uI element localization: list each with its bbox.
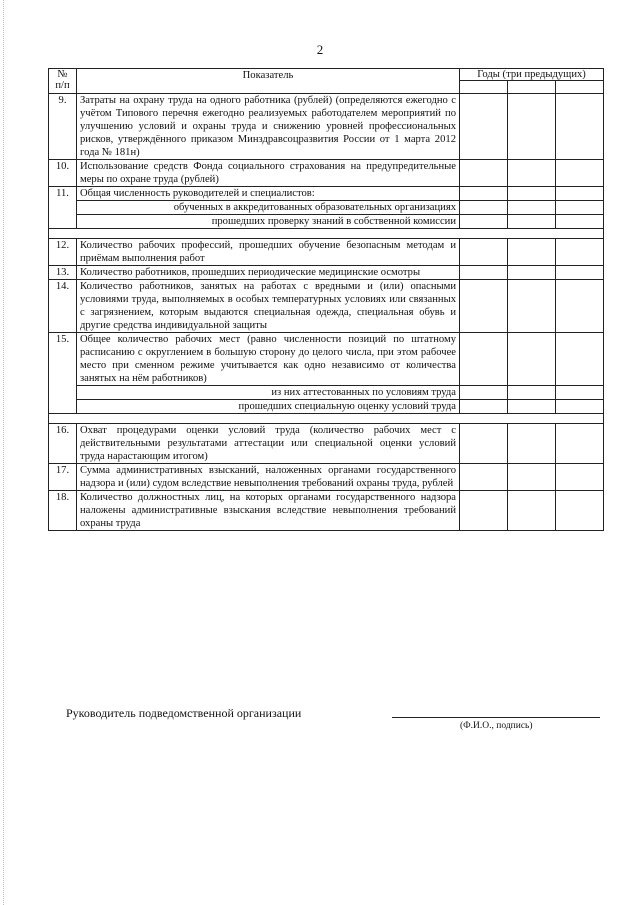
subrow-text: прошедших специальную оценку условий труда <box>77 400 460 414</box>
year-cell[interactable] <box>556 239 604 266</box>
year-cell[interactable] <box>556 201 604 215</box>
table-row <box>49 266 604 280</box>
spacer-cell <box>49 229 604 239</box>
year-cell[interactable] <box>460 187 508 201</box>
table-row <box>49 280 604 333</box>
table-row <box>49 333 604 386</box>
year-cell[interactable] <box>508 94 556 160</box>
table-row <box>49 160 604 187</box>
header-year-1 <box>460 81 508 93</box>
year-cell[interactable] <box>460 491 508 531</box>
row-text: Сумма административных взысканий, наложенных органами государственного надзора и (или) судом вследствие невыполнения требований охраны труда, рублей <box>77 464 460 491</box>
row-number: 17. <box>49 464 77 491</box>
table-row <box>49 464 604 491</box>
year-cell[interactable] <box>556 280 604 333</box>
year-cell[interactable] <box>508 239 556 266</box>
indicators-table <box>48 68 604 531</box>
table-header-row <box>49 69 604 94</box>
page-number: 2 <box>316 42 324 57</box>
table-row <box>49 187 604 201</box>
year-cell[interactable] <box>460 333 508 386</box>
year-cell[interactable] <box>556 464 604 491</box>
year-cell[interactable] <box>460 386 508 400</box>
year-cell[interactable] <box>508 464 556 491</box>
row-number: 15. <box>49 333 77 414</box>
table-spacer-row <box>49 229 604 239</box>
row-text: Использование средств Фонда социального страхования на предупредительные меры по охране труда (рублей) <box>77 160 460 187</box>
year-cell[interactable] <box>556 266 604 280</box>
header-num: № п/п <box>49 69 77 94</box>
spacer-cell <box>49 414 604 424</box>
header-year-columns <box>460 81 603 93</box>
year-cell[interactable] <box>460 400 508 414</box>
year-cell[interactable] <box>508 280 556 333</box>
year-cell[interactable] <box>460 424 508 464</box>
year-cell[interactable] <box>460 266 508 280</box>
year-cell[interactable] <box>508 266 556 280</box>
subrow-text: обученных в аккредитованных образовательных организациях <box>77 201 460 215</box>
year-cell[interactable] <box>460 464 508 491</box>
row-text: Затраты на охрану труда на одного работника (рублей) (определяются ежегодно с учётом Типового перечня ежегодно реализуемых работодателем мероприятий по улучшению условий и охраны труда и снижению уровней профессиональных рисков, утверждённого приказом Минздравсоцразвития России от 1 марта 2012 года № 181н) <box>77 94 460 160</box>
row-number: 9. <box>49 94 77 160</box>
table-subrow <box>49 400 604 414</box>
year-cell[interactable] <box>460 239 508 266</box>
subrow-text: прошедших проверку знаний в собственной комиссии <box>77 215 460 229</box>
year-cell[interactable] <box>556 187 604 201</box>
row-text: Количество работников, занятых на работах с вредными и (или) опасными условиями труда, выполняемых в особых температурных условиях или связанных с загрязнением, которым выдаются специальная одежда, специальная обувь и другие средства индивидуальной защиты <box>77 280 460 333</box>
table-row <box>49 491 604 531</box>
year-cell[interactable] <box>556 424 604 464</box>
year-cell[interactable] <box>508 201 556 215</box>
row-number: 13. <box>49 266 77 280</box>
year-cell[interactable] <box>508 333 556 386</box>
year-cell[interactable] <box>556 386 604 400</box>
table-row <box>49 424 604 464</box>
table-spacer-row <box>49 414 604 424</box>
year-cell[interactable] <box>508 215 556 229</box>
year-cell[interactable] <box>460 201 508 215</box>
table-row <box>49 239 604 266</box>
signature-label: Руководитель подведомственной организации <box>66 706 302 720</box>
table-subrow <box>49 201 604 215</box>
row-number: 18. <box>49 491 77 531</box>
year-cell[interactable] <box>556 491 604 531</box>
table-subrow <box>49 386 604 400</box>
year-cell[interactable] <box>508 400 556 414</box>
year-cell[interactable] <box>508 491 556 531</box>
row-number: 14. <box>49 280 77 333</box>
year-cell[interactable] <box>556 400 604 414</box>
row-text: Общее количество рабочих мест (равно численности позиций по штатному расписанию с округлением в большую сторону до целого числа, при этом рабочее место при сменном режиме учитывается как одно независимо от количества занятых на нём работников) <box>77 333 460 386</box>
year-cell[interactable] <box>460 215 508 229</box>
row-number: 10. <box>49 160 77 187</box>
row-text: Количество рабочих профессий, прошедших обучение безопасным методам и приёмам выполнения работ <box>77 239 460 266</box>
year-cell[interactable] <box>556 215 604 229</box>
signature-line[interactable] <box>392 717 600 718</box>
year-cell[interactable] <box>460 94 508 160</box>
year-cell[interactable] <box>556 94 604 160</box>
left-margin-mark <box>3 0 4 905</box>
year-cell[interactable] <box>508 160 556 187</box>
row-text: Количество работников, прошедших периодические медицинские осмотры <box>77 266 460 280</box>
header-year-3 <box>556 81 603 93</box>
signature-caption: (Ф.И.О., подпись) <box>460 721 533 731</box>
header-years-label: Годы (три предыдущих) <box>460 69 603 81</box>
row-number: 12. <box>49 239 77 266</box>
year-cell[interactable] <box>508 187 556 201</box>
row-text: Количество должностных лиц, на которых органами государственного надзора наложены административные взыскания вследствие невыполнения требований охраны труда <box>77 491 460 531</box>
header-years <box>460 69 604 94</box>
subrow-text: из них аттестованных по условиям труда <box>77 386 460 400</box>
table-row <box>49 94 604 160</box>
header-indicator: Показатель <box>77 69 460 94</box>
row-number: 16. <box>49 424 77 464</box>
row-text: Охват процедурами оценки условий труда (количество рабочих мест с действительными результатами аттестации или специальной оценки условий труда нарастающим итогом) <box>77 424 460 464</box>
row-text: Общая численность руководителей и специалистов: <box>77 187 460 201</box>
year-cell[interactable] <box>508 386 556 400</box>
row-number: 11. <box>49 187 77 229</box>
table-subrow <box>49 215 604 229</box>
year-cell[interactable] <box>556 333 604 386</box>
year-cell[interactable] <box>556 160 604 187</box>
year-cell[interactable] <box>460 160 508 187</box>
header-year-2 <box>508 81 556 93</box>
year-cell[interactable] <box>508 424 556 464</box>
year-cell[interactable] <box>460 280 508 333</box>
